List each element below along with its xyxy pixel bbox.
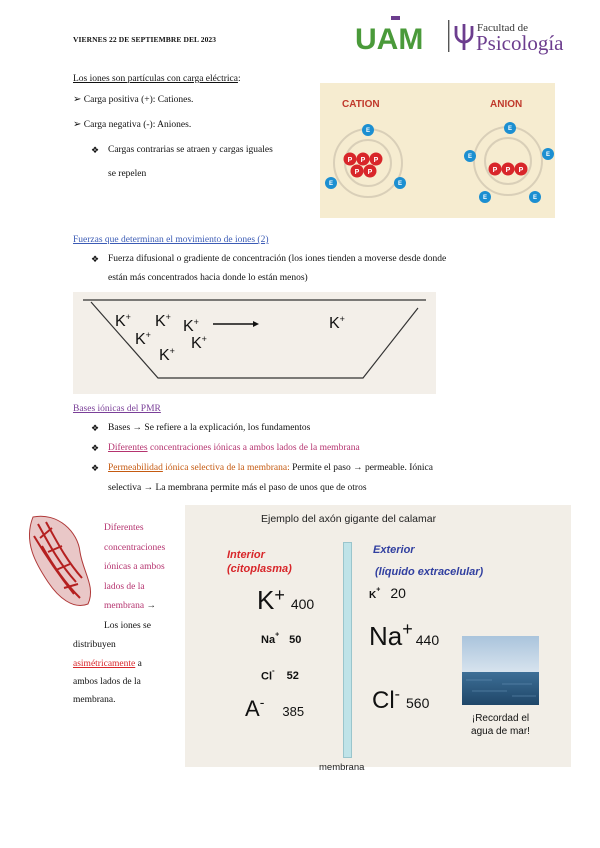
cation-anion-figure: [320, 83, 555, 218]
diffusion-diagram: [73, 292, 436, 394]
sub-bullet-line2: se repelen: [108, 169, 147, 179]
after-highlight: a: [135, 659, 142, 669]
electron-label: E: [507, 126, 513, 132]
left-pink-text: [104, 519, 165, 617]
k-ion: K+: [191, 334, 207, 352]
right-arrow-icon: →: [144, 601, 156, 611]
sea-water-note: [462, 712, 539, 738]
proton-label: P: [518, 167, 524, 174]
permeabilidad-rest: iónica selectiva de la membrana:: [162, 463, 290, 473]
section3-bullet2: [108, 441, 360, 455]
section2-heading: Fuerzas que determinan el movimiento de iones (2): [73, 235, 269, 245]
bullet-positive-text: Carga positiva (+): Cationes.: [83, 95, 194, 105]
bullet-negative: [73, 118, 191, 132]
cation-label: CATION: [342, 99, 380, 110]
asimetricamente-highlight: asimétricamente: [73, 659, 136, 669]
faculty-name: Psicología: [476, 31, 564, 55]
squid-figure-title: Ejemplo del axón gigante del calamar: [261, 513, 437, 525]
permeabilidad-highlight: Permeabilidad: [108, 463, 163, 473]
logo-divider: [448, 20, 449, 52]
section3-heading: Bases iónicas del PMR: [73, 404, 161, 414]
left-black-line4: membrana.: [73, 695, 116, 705]
diamond-bullet-icon: ❖: [91, 463, 100, 473]
proton-label: P: [373, 157, 379, 164]
exterior-label-line1: Exterior: [373, 544, 415, 556]
k-ion: K+: [115, 312, 131, 330]
section1-heading: Los iones son partículas con carga eléctrica: [73, 74, 238, 84]
uam-wordmark: UAM: [355, 23, 424, 56]
section2-bullet-line1: Fuerza difusional o gradiente de concentración (los iones tienden a moverse desde donde: [108, 254, 447, 264]
electron-label: E: [467, 154, 473, 160]
diferentes-highlight: Diferentes: [108, 443, 148, 453]
squid-axon-figure: [185, 505, 571, 767]
k-ion: K+: [159, 346, 175, 364]
left-pink-line: lados de la: [104, 581, 145, 592]
bullet-positive: [73, 93, 193, 107]
arrow-bullet-icon: ➢: [73, 119, 82, 130]
arrow-bullet-icon: ➢: [73, 94, 82, 105]
proton-label: P: [347, 157, 353, 164]
exterior-ion-na: Na+440: [369, 619, 440, 651]
proton-label: P: [492, 167, 498, 174]
anion-atom: [464, 122, 554, 203]
interior-ion-k: K+ 400: [257, 585, 315, 615]
note-line2: agua de mar!: [471, 726, 530, 737]
uam-accent: [391, 16, 400, 20]
electron-label: E: [532, 195, 538, 201]
section3-bullet3: [108, 461, 433, 475]
anion-label: ANION: [490, 99, 523, 110]
left-pink-line: membrana: [104, 601, 145, 611]
bullet2-rest: concentraciones iónicas a ambos lados de la membrana: [147, 443, 360, 453]
k-ion: K+: [135, 330, 151, 348]
faculty-small-label: Facultad de: [477, 22, 529, 34]
diamond-bullet-icon: ❖: [91, 423, 100, 433]
electron-label: E: [545, 152, 551, 158]
left-black-line1: Los iones se: [104, 621, 151, 631]
sub-bullet-line1: Cargas contrarias se atraen y cargas iguales: [108, 145, 273, 155]
diamond-bullet-icon: ❖: [91, 254, 100, 264]
cation-atom: [325, 124, 406, 197]
bullet-negative-text: Carga negativa (-): Aniones.: [83, 120, 192, 130]
section3-bullet1: Bases → Se refiere a la explicación, los fundamentos: [108, 423, 311, 433]
section1-heading-row: [73, 72, 241, 86]
section2-bullet-line2: están más concentrados hacia donde lo están menos): [108, 273, 308, 283]
section3-bullet3-line2: selectiva → La membrana permite más el paso de unos que de otros: [108, 483, 367, 493]
note-line1: ¡Recordad el: [471, 713, 530, 724]
uam-logo: [355, 16, 423, 56]
proton-label: P: [354, 169, 360, 176]
heading-colon: :: [237, 74, 241, 84]
psi-icon: [456, 24, 472, 50]
electron-label: E: [328, 181, 334, 187]
electron-label: E: [397, 181, 403, 187]
membrane-label: membrana: [319, 762, 365, 773]
bullet3-rest: Permite el paso → permeable. Iónica: [289, 463, 433, 473]
interior-label-line2: (citoplasma): [227, 563, 292, 575]
interior-label: [227, 548, 292, 576]
proton-label: P: [367, 169, 373, 176]
interior-ion-na: Na+ 50: [261, 631, 302, 646]
membrane-bar: [343, 542, 352, 758]
proton-label: P: [505, 167, 511, 174]
interior-ion-cl: Cl- 52: [261, 666, 299, 683]
university-logo: [355, 16, 587, 56]
exterior-ion-cl: Cl- 560: [372, 686, 430, 714]
sea-water-image: [462, 636, 539, 705]
k-ion: K+: [155, 312, 171, 330]
electron-label: E: [365, 128, 371, 134]
left-pink-line: concentraciones: [104, 542, 166, 553]
diamond-bullet-icon: ❖: [91, 145, 100, 155]
left-pink-line: iónicas a ambos: [104, 562, 165, 572]
left-black-line2: distribuyen: [73, 640, 116, 650]
nerve-fiber-image: [18, 512, 98, 612]
interior-ion-a: A-385: [245, 694, 305, 721]
interior-label-line1: Interior: [227, 549, 265, 561]
document-date: VIERNES 22 DE SEPTIEMBRE DEL 2023: [73, 35, 217, 44]
cation-nucleus: [344, 153, 383, 178]
arrow-head-icon: [253, 321, 259, 327]
left-black-line3: ambos lados de la: [73, 677, 141, 687]
atoms-diagram: [320, 83, 555, 218]
exterior-ion-k: K+ 20: [369, 585, 406, 601]
left-highlight-row: [73, 655, 142, 675]
diffusion-figure: [73, 292, 436, 394]
left-pink-line: Diferentes: [104, 523, 144, 533]
k-ion: K+: [183, 317, 199, 335]
exterior-label-line2: (líquido extracelular): [375, 566, 484, 578]
electron-label: E: [482, 195, 488, 201]
proton-label: P: [360, 157, 366, 164]
k-ion-destination: K+: [329, 314, 345, 332]
diamond-bullet-icon: ❖: [91, 443, 100, 453]
